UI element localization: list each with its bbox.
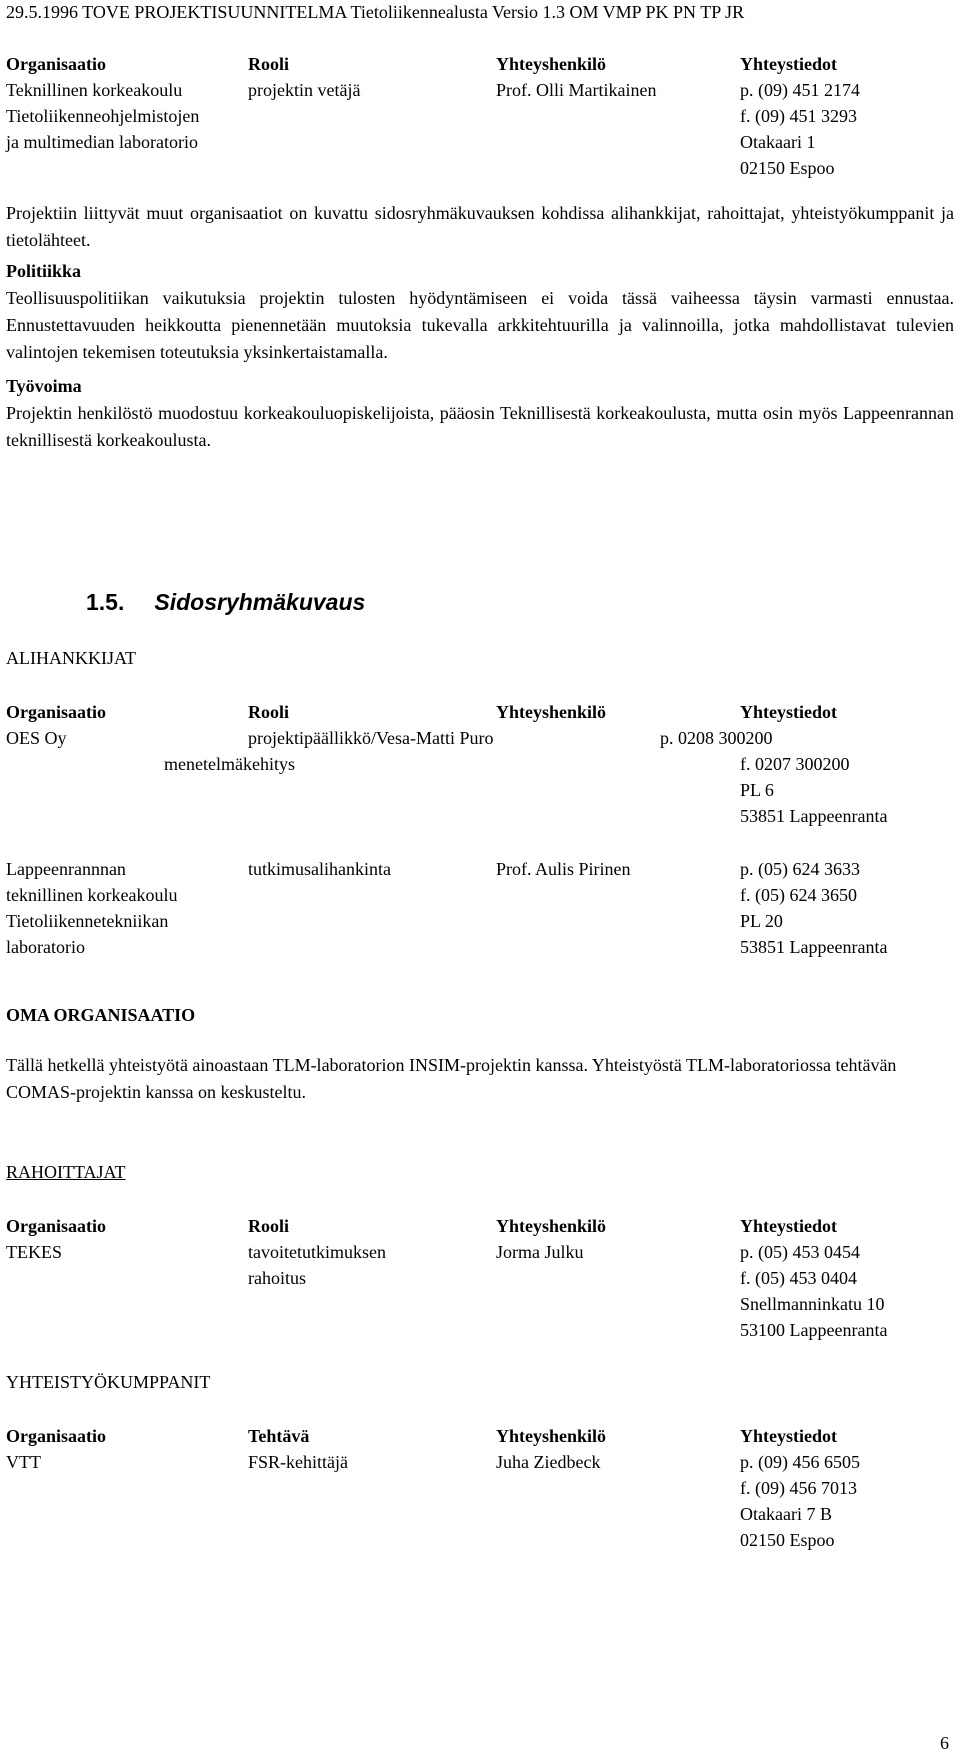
rah-col-header-yhteyshenkilo: Yhteyshenkilö <box>496 1216 607 1236</box>
vtt-city: 02150 Espoo <box>740 1530 835 1550</box>
alihankkijat-heading: ALIHANKKIJAT <box>6 648 136 668</box>
lut-phone: p. (05) 624 3633 <box>740 859 860 879</box>
lut-city: 53851 Lappeenranta <box>740 937 888 957</box>
yhteistyokumppanit-heading: YHTEISTYÖKUMPPANIT <box>6 1372 211 1392</box>
tekes-phone: p. (05) 453 0454 <box>740 1242 860 1262</box>
section-number: 1.5. <box>86 589 125 615</box>
tekes-role-line2: rahoitus <box>248 1268 306 1288</box>
page-number: 6 <box>940 1733 949 1753</box>
rah-col-header-rooli: Rooli <box>248 1216 290 1236</box>
project-org-name-line2: Tietoliikenneohjelmistojen <box>6 106 200 126</box>
project-org-phone: p. (09) 451 2174 <box>740 80 860 100</box>
yht-col-header-tehtava: Tehtävä <box>248 1426 310 1446</box>
rah-col-header-organisaatio: Organisaatio <box>6 1216 107 1236</box>
vtt-org: VTT <box>6 1452 41 1472</box>
lut-org-line4: laboratorio <box>6 937 85 957</box>
project-org-role: projektin vetäjä <box>248 80 361 100</box>
rah-col-header-yhteystiedot: Yhteystiedot <box>740 1216 837 1236</box>
rahoittajat-heading: RAHOITTAJAT <box>6 1162 126 1182</box>
project-org-name-line3: ja multimedian laboratorio <box>6 132 198 152</box>
oes-role-person: projektipäällikkö/Vesa-Matti Puro <box>248 728 494 748</box>
vtt-fax: f. (09) 456 7013 <box>740 1478 857 1498</box>
tekes-fax: f. (05) 453 0404 <box>740 1268 857 1288</box>
tyovoima-heading: Työvoima <box>6 376 82 396</box>
vtt-phone: p. (09) 456 6505 <box>740 1452 860 1472</box>
project-org-name: Teknillinen korkeakoulu <box>6 80 183 100</box>
vtt-person: Juha Ziedbeck <box>496 1452 601 1472</box>
lut-person: Prof. Aulis Pirinen <box>496 859 631 879</box>
yht-col-header-yhteystiedot: Yhteystiedot <box>740 1426 837 1446</box>
oma-heading: OMA ORGANISAATIO <box>6 1005 196 1025</box>
vtt-task: FSR-kehittäjä <box>248 1452 348 1472</box>
col-header-yhteyshenkilo: Yhteyshenkilö <box>496 54 607 74</box>
lut-role: tutkimusalihankinta <box>248 859 391 879</box>
col-header-organisaatio: Organisaatio <box>6 54 107 74</box>
project-org-address: Otakaari 1 <box>740 132 816 152</box>
oes-org: OES Oy <box>6 728 67 748</box>
yht-col-header-yhteyshenkilo: Yhteyshenkilö <box>496 1426 607 1446</box>
tekes-role: tavoitetutkimuksen <box>248 1242 386 1262</box>
tyovoima-paragraph: Projektin henkilöstö muodostuu korkeakouluopiskelijoista, pääosin Teknillisestä korkeakoulusta, mutta osin myös Lappeenrannan teknillisestä korkeakoulusta. <box>6 403 954 450</box>
section-heading <box>86 589 365 616</box>
lut-org-line3: Tietoliikennetekniikan <box>6 911 169 931</box>
tekes-org: TEKES <box>6 1242 62 1262</box>
project-org-city: 02150 Espoo <box>740 158 835 178</box>
project-org-fax: f. (09) 451 3293 <box>740 106 857 126</box>
tekes-person: Jorma Julku <box>496 1242 584 1262</box>
col-header-yhteystiedot: Yhteystiedot <box>740 54 837 74</box>
oma-paragraph: Tällä hetkellä yhteistyötä ainoastaan TLM-laboratorion INSIM-projektin kanssa. Yhteistyöstä TLM-laboratoriossa tehtävän COMAS-projektin kanssa on keskusteltu. <box>6 1055 897 1102</box>
oes-phone: p. 0208 300200 <box>660 728 773 748</box>
document-header: 29.5.1996 TOVE PROJEKTISUUNNITELMA Tietoliikennealusta Versio 1.3 OM VMP PK PN TP JR <box>6 2 745 22</box>
ali-col-header-organisaatio: Organisaatio <box>6 702 107 722</box>
tekes-address: Snellmanninkatu 10 <box>740 1294 885 1314</box>
oes-role2: menetelmäkehitys <box>164 754 295 774</box>
tekes-city: 53100 Lappeenranta <box>740 1320 888 1340</box>
ali-col-header-rooli: Rooli <box>248 702 290 722</box>
intro-paragraph: Projektiin liittyvät muut organisaatiot on kuvattu sidosryhmäkuvauksen kohdissa alihankkijat, rahoittajat, yhteistyökumppanit ja tietolähteet. <box>6 203 954 250</box>
project-org-person: Prof. Olli Martikainen <box>496 80 657 100</box>
ali-col-header-yhteystiedot: Yhteystiedot <box>740 702 837 722</box>
col-header-rooli: Rooli <box>248 54 290 74</box>
lut-fax: f. (05) 624 3650 <box>740 885 857 905</box>
section-title: Sidosryhmäkuvaus <box>154 589 366 615</box>
ali-col-header-yhteyshenkilo: Yhteyshenkilö <box>496 702 607 722</box>
lut-org-line2: teknillinen korkeakoulu <box>6 885 178 905</box>
oes-po-box: PL 6 <box>740 780 774 800</box>
lut-org: Lappeenrannnan <box>6 859 126 879</box>
yht-col-header-organisaatio: Organisaatio <box>6 1426 107 1446</box>
lut-po-box: PL 20 <box>740 911 783 931</box>
oes-fax: f. 0207 300200 <box>740 754 850 774</box>
politiikka-heading: Politiikka <box>6 261 82 281</box>
vtt-address: Otakaari 7 B <box>740 1504 832 1524</box>
oes-city: 53851 Lappeenranta <box>740 806 888 826</box>
politiikka-paragraph: Teollisuuspolitiikan vaikutuksia projektin tulosten hyödyntämiseen ei voida tässä vaiheessa täysin varmasti ennustaa. Ennustettavuuden heikkoutta pienennetään muutoksia tukevalla arkkitehtuurilla ja valinnoilla, jotka mahdollistavat tulevien valintojen tekemisen toteutuksia yksinkertaistamalla. <box>6 288 954 362</box>
